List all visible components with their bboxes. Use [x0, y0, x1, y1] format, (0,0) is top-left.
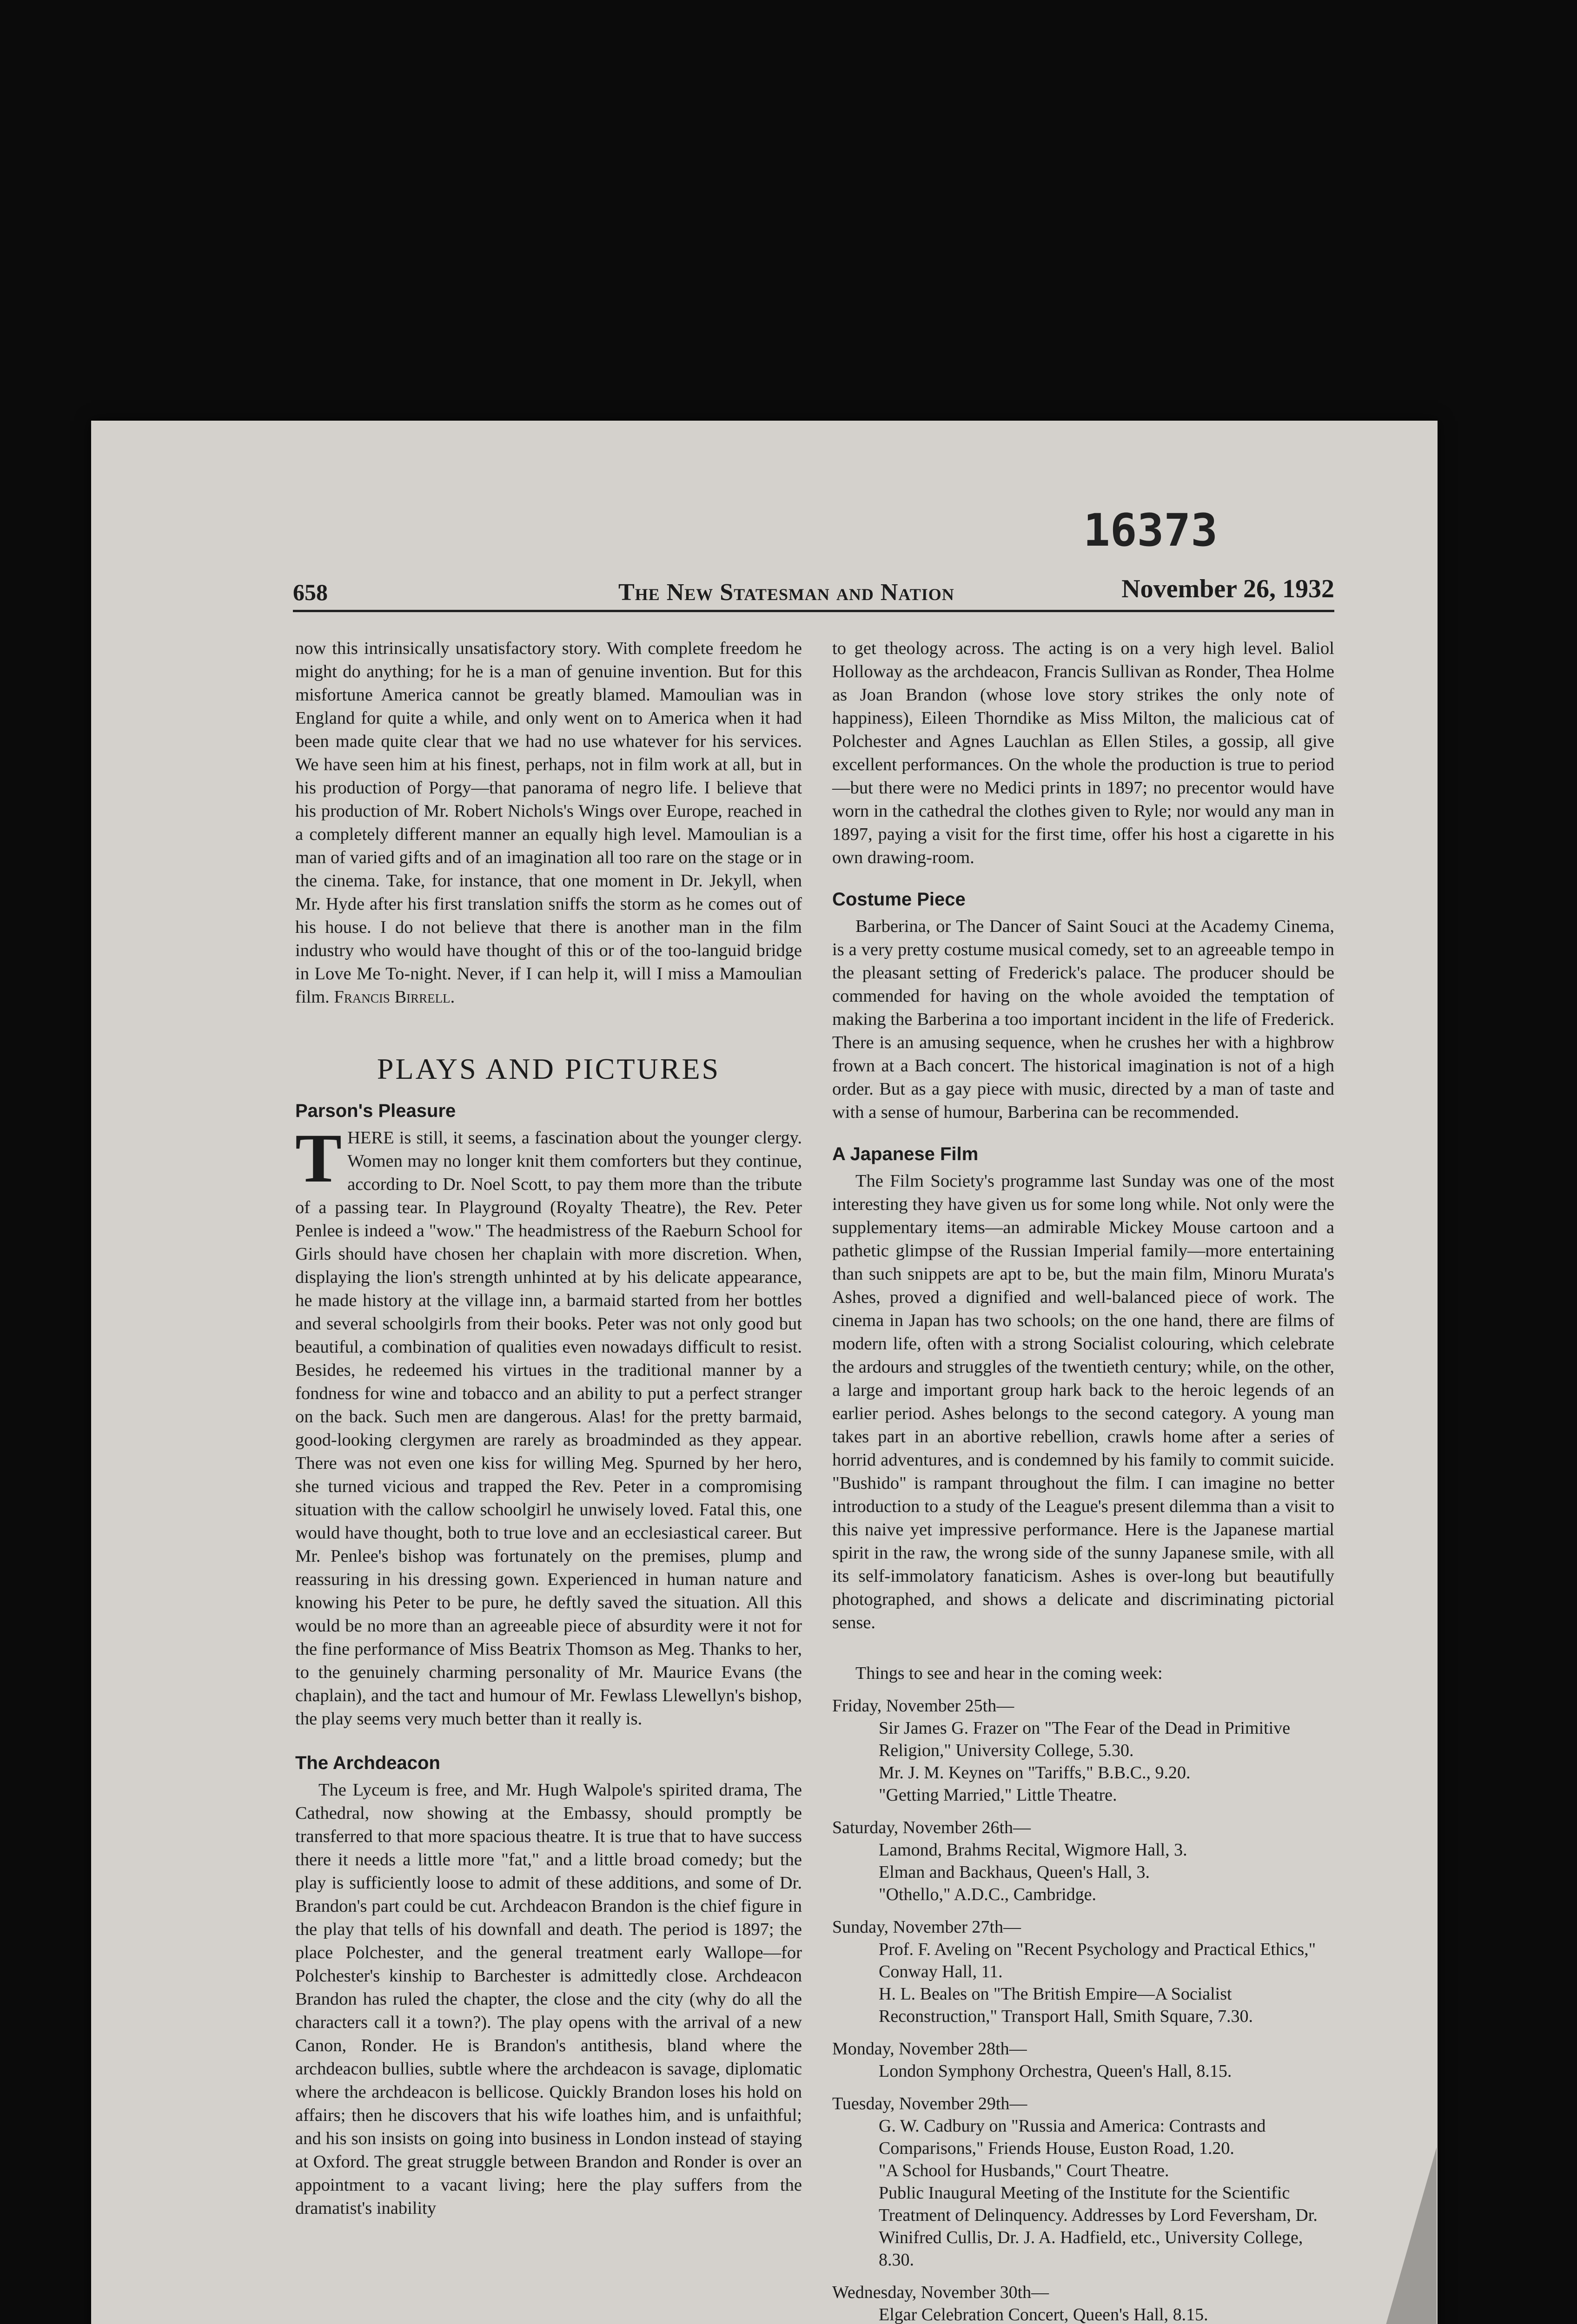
running-head [293, 574, 1334, 611]
day-heading: Saturday, November 26th— [832, 1818, 1031, 1837]
page-number: 658 [293, 579, 328, 605]
parsons-pleasure-review [295, 1120, 802, 1730]
listing-day [832, 1916, 1334, 2027]
listing-event: Sir James G. Frazer on "The Fear of the Dead in Primitive Religion," University College, 5.30. [879, 1718, 1291, 1760]
day-heading: Wednesday, November 30th— [832, 2283, 1049, 2302]
day-heading: Friday, November 25th— [832, 1696, 1014, 1716]
listing-event: Public Inaugural Meeting of the Institute for the Scientific Treatment of Delinquency. Addresses by Lord Feversham, Dr. Winifred Cullis, Dr. J. A. Hadfield, etc., University College, 8.30. [879, 2183, 1318, 2270]
events-listing [832, 1662, 1334, 2324]
section-title: PLAYS AND PICTURES [377, 1052, 721, 1085]
parsons-text: HERE is still, it seems, a fascination about the younger clergy. Women may no longer knit them comforters but they continue, according to Dr. Noel Scott, to pay them more than the tribute of a passing tear. In Playground (Royalty Theatre), the Rev. Peter Penlee is indeed a "wow." The headmistress of the Raeburn School for Girls should have chosen her chaplain with more discretion. When, displaying the lion's strength unhinted at by his delicate appearance, he made history at the village inn, a barmaid started from her bottles and several schoolgirls from their books. Peter was not only good but beautiful, a combination of qualities even nowadays difficult to resist. Besides, he redeemed his virtues in the traditional manner by a fondness for wine and tobacco and an ability to put a perfect stranger on the back. Such men are dangerous. Alas! for the pretty barmaid, good-looking clergymen are rarely as broadminded as they appear. There was not even one kiss for willing Meg. Spurned by her hero, she turned vicious and trapped the Rev. Peter in a compromising situation with the callow schoolgirl he unwisely loved. Fatal this, one would have thought, both to true love and an ecclesiastical career. But Mr. Penlee's bishop was fortunately on the premises, plump and reassuring in his dressing gown. Experienced in human nature and knowing his Peter to be pure, he deftly saved the situation. All this would be no more than an agreeable piece of absurdity were it not for the fine performance of Miss Beatrix Thomson as Meg. Thanks to her, to the genuinely charming personality of Mr. Maurice Evans (the chaplain), and the tact and humour of Mr. Fewlass Llewellyn's bishop, the play seems very much better than it really is. [295, 1128, 802, 1729]
torn-corner [1381, 2147, 1437, 2324]
listing-event: H. L. Beales on "The British Empire—A Socialist Reconstruction," Transport Hall, Smith Square, 7.30. [879, 1984, 1253, 2026]
archdeacon-heading: The Archdeacon [295, 1753, 440, 1773]
listing-day [832, 2038, 1334, 2082]
document-number: 16373 [1083, 504, 1218, 556]
listing-event: G. W. Cadbury on "Russia and America: Contrasts and Comparisons," Friends House, Euston Road, 1.20. [879, 2116, 1266, 2158]
costume-piece-review: Barberina, or The Dancer of Saint Souci at the Academy Cinema, is a very pretty costume musical comedy, set to an agreeable tempo in the pleasant setting of Frederick's palace. The producer should be commended for having on the whole avoided the temptation of making the Barberina a too important incident in the life of Frederick. There is an amusing sequence, when he crushes her with a highbrow frown at a Bach concert. The historical imagination is not of a high order. But as a gay piece with music, directed by a man of taste and with a sense of humour, Barberina can be recommended. [832, 917, 1334, 1122]
journal-title: The New Statesman and Nation [618, 579, 954, 606]
costume-piece-heading: Costume Piece [832, 889, 966, 910]
listing-event: "A School for Husbands," Court Theatre. [879, 2161, 1169, 2180]
listing-event: Mr. J. M. Keynes on "Tariffs," B.B.C., 9.20. [879, 1763, 1191, 1783]
header-rule [293, 610, 1334, 612]
listing-event: "Getting Married," Little Theatre. [879, 1785, 1117, 1805]
listing-event: Elman and Backhaus, Queen's Hall, 3. [879, 1862, 1150, 1882]
day-heading: Tuesday, November 29th— [832, 2094, 1027, 2113]
carryover-text: now this intrinsically unsatisfactory story. With complete freedom he might do anything; for he is a man of genuine invention. But for this misfortune America cannot be greatly blamed. Mamoulian was in England for quite a while, and only went on to America when it had been made quite clear that we had no use whatever for his services. We have seen him at his finest, perhaps, not in film work at all, but in his production of Porgy—that panorama of negro life. I believe that his production of Mr. Robert Nichols's Wings over Europe, reached in a completely different manner an equally high level. Mamoulian is a man of varied gifts and of an imagination all too rare on the stage or in the cinema. Take, for instance, that one moment in Dr. Jekyll, when Mr. Hyde after his first translation sniffs the storm as he comes out of his house. I do not believe that there is another man in the film industry who would have thought of this or of the too-languid bridge in Love Me To-night. Never, if I can help it, will I miss a Mamoulian film. [295, 639, 802, 1007]
right-carryover: to get theology across. The acting is on a very high level. Baliol Holloway as the archdeacon, Francis Sullivan as Ronder, Thea Holme as Joan Brandon (whose love story strikes the only note of happiness), Eileen Thorndike as Miss Milton, the malicious cat of Polchester and Agnes Lauchlan as Ellen Stiles, a gossip, all give excellent performances. On the whole the production is true to period—but there were no Medici prints in 1897; no precentor would have worn in the cathedral the clothes given to Ryle; nor would any man in 1897, paying a visit for the first time, offer his host a cigarette in his own drawing-room. [832, 639, 1334, 867]
byline: Francis Birrell. [334, 987, 455, 1007]
listing-day [832, 2093, 1334, 2271]
listing-event: London Symphony Orchestra, Queen's Hall, 8.15. [879, 2061, 1232, 2081]
listing-event: "Othello," A.D.C., Cambridge. [879, 1885, 1096, 1904]
left-column [295, 637, 802, 2220]
archdeacon-review: The Lyceum is free, and Mr. Hugh Walpole's spirited drama, The Cathedral, now showing at the Embassy, should promptly be transferred to that more spacious theatre. It is true that to have success there it needs a little more "fat," and a little broad comedy; but the play is sufficiently loose to admit of these additions, and some of Dr. Brandon's part could be cut. Archdeacon Brandon is the chief figure in the play that tells of his downfall and death. The period is 1897; the place Polchester, and the general treatment early Wallope—for Polchester's kinship to Barchester is admittedly close. Archdeacon Brandon has ruled the chapter, the close and the city (why do all the characters call it a town?). The play opens with the arrival of a new Canon, Ronder. He is Brandon's antithesis, bland where the archdeacon bullies, subtle where the archdeacon is savage, diplomatic where the archdeacon is bellicose. Quickly Brandon loses his hold on affairs; then he discovers that his wife loathes him, and is unfaithful; and his son insists on going into business in London instead of staying at Oxford. The great struggle between Brandon and Ronder is over an appointment to a vacant living; here the play suffers from the dramatist's inability [295, 1780, 802, 2218]
listing-day [832, 1695, 1334, 1806]
listing-event: Lamond, Brahms Recital, Wigmore Hall, 3. [879, 1840, 1187, 1860]
day-heading: Monday, November 28th— [832, 2039, 1027, 2059]
listing-day [832, 1816, 1334, 1906]
parsons-pleasure-heading: Parson's Pleasure [295, 1101, 456, 1121]
issue-date: November 26, 1932 [1121, 574, 1334, 603]
listing-event: Elgar Celebration Concert, Queen's Hall, 8.15. [879, 2305, 1208, 2324]
listing-intro: Things to see and hear in the coming week: [855, 1664, 1163, 1683]
left-carryover [295, 637, 802, 1009]
japanese-film-heading: A Japanese Film [832, 1144, 979, 1164]
drop-cap: T [295, 1120, 342, 1197]
listing-event: Prof. F. Aveling on "Recent Psychology and Practical Ethics," Conway Hall, 11. [879, 1940, 1316, 1981]
day-heading: Sunday, November 27th— [832, 1917, 1021, 1937]
japanese-film-review: The Film Society's programme last Sunday was one of the most interesting they have given us for some long while. Not only were the supplementary items—an admirable Mickey Mouse cartoon and a pathetic glimpse of the Russian Imperial family—more entertaining than such snippets are apt to be, but the main film, Minoru Murata's Ashes, proved a dignified and well-balanced piece of work. The cinema in Japan has two schools; on the one hand, there are films of modern life, often with a strong Socialist colouring, which celebrate the ardours and struggles of the twentieth century; while, on the other, a large and important group hark back to the heroic legends of an earlier period. Ashes belongs to the second category. A young man takes part in an abortive rebellion, crawls home after a series of horrid adventures, and is condemned by his family to commit suicide. "Bushido" is rampant throughout the film. I can imagine no better introduction to a study of the League's present dilemma than a visit to this naive yet impressive performance. Here is the Japanese martial spirit in the raw, the wrong side of the sunny Japanese smile, with all its self-immolatory fanaticism. Ashes is over-long but beautifully photographed, and shows a delicate and discriminating pictorial sense. [832, 1171, 1334, 1632]
listing-day [832, 2281, 1334, 2324]
right-column [832, 637, 1334, 2324]
